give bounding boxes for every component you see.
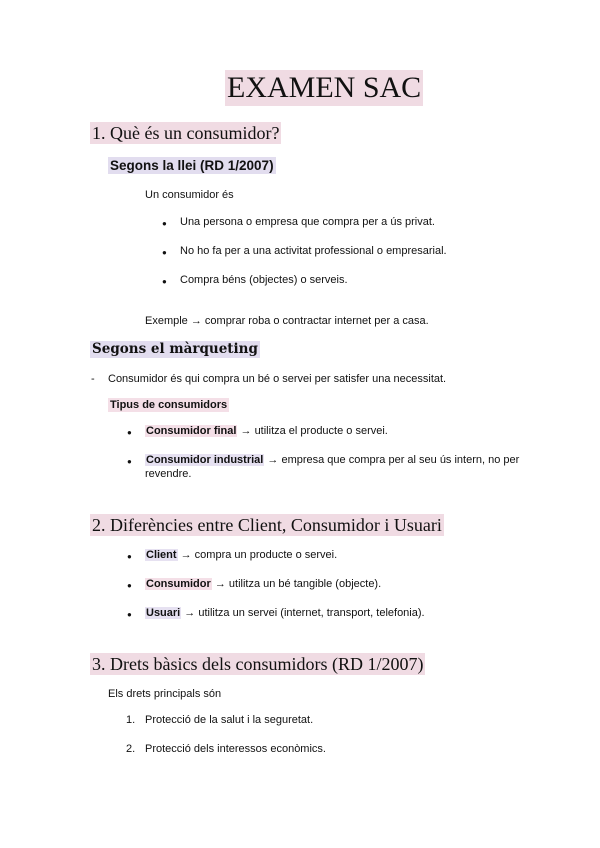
term-highlight: Usuari: [146, 607, 181, 619]
term-description: → utilitza el producte o servei.: [237, 425, 388, 437]
consumer-type-item: [145, 424, 388, 438]
section-1-heading: 1. Què és un consumidor?: [92, 123, 280, 143]
term-description-continued: revendre.: [145, 468, 192, 480]
list-number: 2.: [126, 743, 136, 755]
right-item: Protecció de la salut i la seguretat.: [145, 714, 314, 726]
consumer-types-heading: Tipus de consumidors: [110, 399, 228, 411]
law-item: ● Una persona o empresa que compra per a ús privat.: [180, 215, 435, 229]
law-item: ● No ho fa per a una activitat professional o empresarial.: [180, 244, 447, 258]
role-item: [145, 577, 381, 591]
list-number: 1.: [126, 714, 136, 726]
role-item: [145, 548, 337, 562]
term-highlight: Consumidor: [146, 578, 211, 590]
section-3-heading: 3. Drets bàsics dels consumidors (RD 1/2007): [92, 654, 424, 674]
document-title: EXAMEN SAC: [227, 71, 422, 104]
law-example: Exemple → comprar roba o contractar internet per a casa.: [145, 315, 429, 327]
term-description: → empresa que compra per al seu ús intern, no per: [264, 454, 520, 466]
term-highlight: Consumidor industrial: [146, 454, 264, 466]
term-highlight: Consumidor final: [146, 425, 237, 437]
consumer-type-item: [145, 453, 519, 467]
marketing-definition: Consumidor és qui compra un bé o servei per satisfer una necessitat.: [108, 373, 447, 385]
law-item: ● Compra béns (objectes) o serveis.: [180, 273, 348, 287]
right-item: Protecció dels interessos econòmics.: [145, 743, 326, 755]
role-item: [145, 606, 425, 620]
term-description: → utilitza un servei (internet, transport, telefonia).: [181, 607, 425, 619]
section-2-heading: 2. Diferències entre Client, Consumidor i Usuari: [92, 515, 442, 535]
dash-marker: -: [91, 373, 95, 385]
law-subheading: Segons la llei (RD 1/2007): [110, 158, 274, 173]
term-description: → compra un producte o servei.: [177, 549, 338, 561]
marketing-subheading: Segons el màrqueting: [92, 341, 258, 357]
term-description: → utilitza un bé tangible (objecte).: [211, 578, 382, 590]
rights-intro: Els drets principals són: [108, 688, 222, 700]
law-intro: Un consumidor és: [145, 189, 234, 201]
term-highlight: Client: [146, 549, 177, 561]
